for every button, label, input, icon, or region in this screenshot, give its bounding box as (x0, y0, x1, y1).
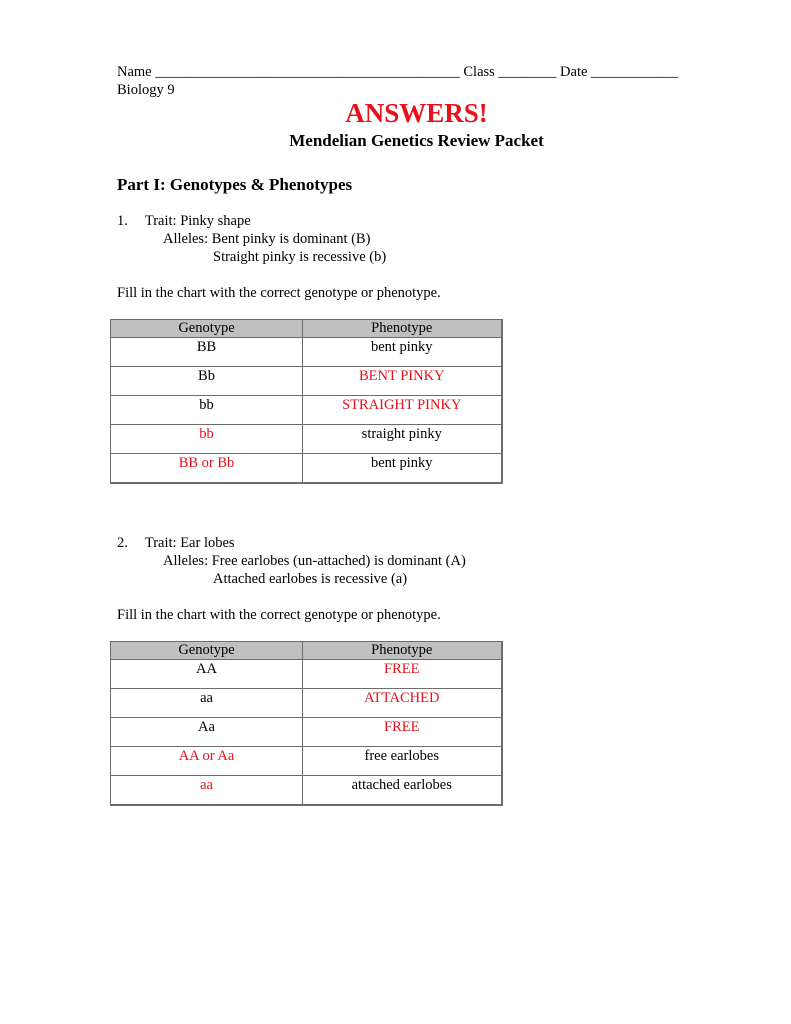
alleles-label: Alleles: (163, 553, 209, 569)
class-blank[interactable]: ________ (498, 64, 557, 80)
phenotype-answer-cell: ATTACHED (303, 689, 502, 718)
answers-title: ANSWERS! (345, 98, 488, 128)
alleles-label: Alleles: (163, 231, 209, 247)
student-info-line (117, 64, 678, 81)
question-number: 2. (117, 535, 128, 551)
genotype-cell: BB (111, 338, 303, 367)
table-row (111, 747, 502, 776)
table-row (111, 425, 502, 454)
table-row (111, 718, 502, 747)
question-number: 1. (117, 213, 128, 229)
genotype-cell: Aa (111, 718, 303, 747)
phenotype-answer-cell: STRAIGHT PINKY (303, 396, 502, 425)
genotype-answer-cell: BB or Bb (111, 454, 303, 484)
date-label: Date (560, 64, 588, 80)
table-row (111, 660, 502, 689)
instruction-text: Fill in the chart with the correct genotype or phenotype. (117, 285, 441, 301)
allele-dominant: Free earlobes (un-attached) is dominant (A) (211, 553, 466, 569)
genotype-answer-cell: AA or Aa (111, 747, 303, 776)
header-phenotype: Phenotype (303, 642, 502, 660)
packet-subtitle: Mendelian Genetics Review Packet (289, 131, 544, 150)
phenotype-cell: free earlobes (303, 747, 502, 776)
allele-dominant: Bent pinky is dominant (B) (211, 231, 371, 247)
table-row (111, 776, 502, 806)
genotype-phenotype-table-2 (110, 641, 503, 806)
phenotype-cell: bent pinky (303, 338, 502, 367)
allele-recessive: Straight pinky is recessive (b) (213, 249, 387, 265)
table-row (111, 367, 502, 396)
phenotype-cell: bent pinky (303, 454, 502, 484)
allele-recessive: Attached earlobes is recessive (a) (213, 571, 408, 587)
question-1-alleles (163, 230, 370, 248)
course-label: Biology 9 (117, 82, 175, 98)
table-header-row (111, 642, 502, 660)
table-row (111, 396, 502, 425)
header-genotype: Genotype (111, 320, 303, 338)
phenotype-cell: attached earlobes (303, 776, 502, 806)
phenotype-answer-cell: FREE (303, 718, 502, 747)
genotype-answer-cell: bb (111, 425, 303, 454)
genotype-phenotype-table-1 (110, 319, 503, 484)
genotype-cell: aa (111, 689, 303, 718)
phenotype-answer-cell: BENT PINKY (303, 367, 502, 396)
question-1-trait (117, 212, 251, 230)
table-row (111, 454, 502, 484)
name-blank[interactable]: __________________________________________ (155, 64, 460, 80)
class-label: Class (463, 64, 495, 80)
genotype-cell: Bb (111, 367, 303, 396)
genotype-cell: bb (111, 396, 303, 425)
phenotype-cell: straight pinky (303, 425, 502, 454)
part-title: Part I: Genotypes & Phenotypes (117, 175, 353, 194)
header-genotype: Genotype (111, 642, 303, 660)
trait-text: Trait: Pinky shape (144, 213, 251, 229)
header-phenotype: Phenotype (303, 320, 502, 338)
question-2-trait (117, 534, 235, 552)
phenotype-answer-cell: FREE (303, 660, 502, 689)
question-2-alleles (163, 552, 466, 570)
date-blank[interactable]: ____________ (591, 64, 679, 80)
table-header-row (111, 320, 502, 338)
table-row (111, 338, 502, 367)
genotype-answer-cell: aa (111, 776, 303, 806)
name-label: Name (117, 64, 152, 80)
table-row (111, 689, 502, 718)
genotype-cell: AA (111, 660, 303, 689)
trait-text: Trait: Ear lobes (144, 535, 235, 551)
instruction-text: Fill in the chart with the correct genotype or phenotype. (117, 607, 441, 623)
